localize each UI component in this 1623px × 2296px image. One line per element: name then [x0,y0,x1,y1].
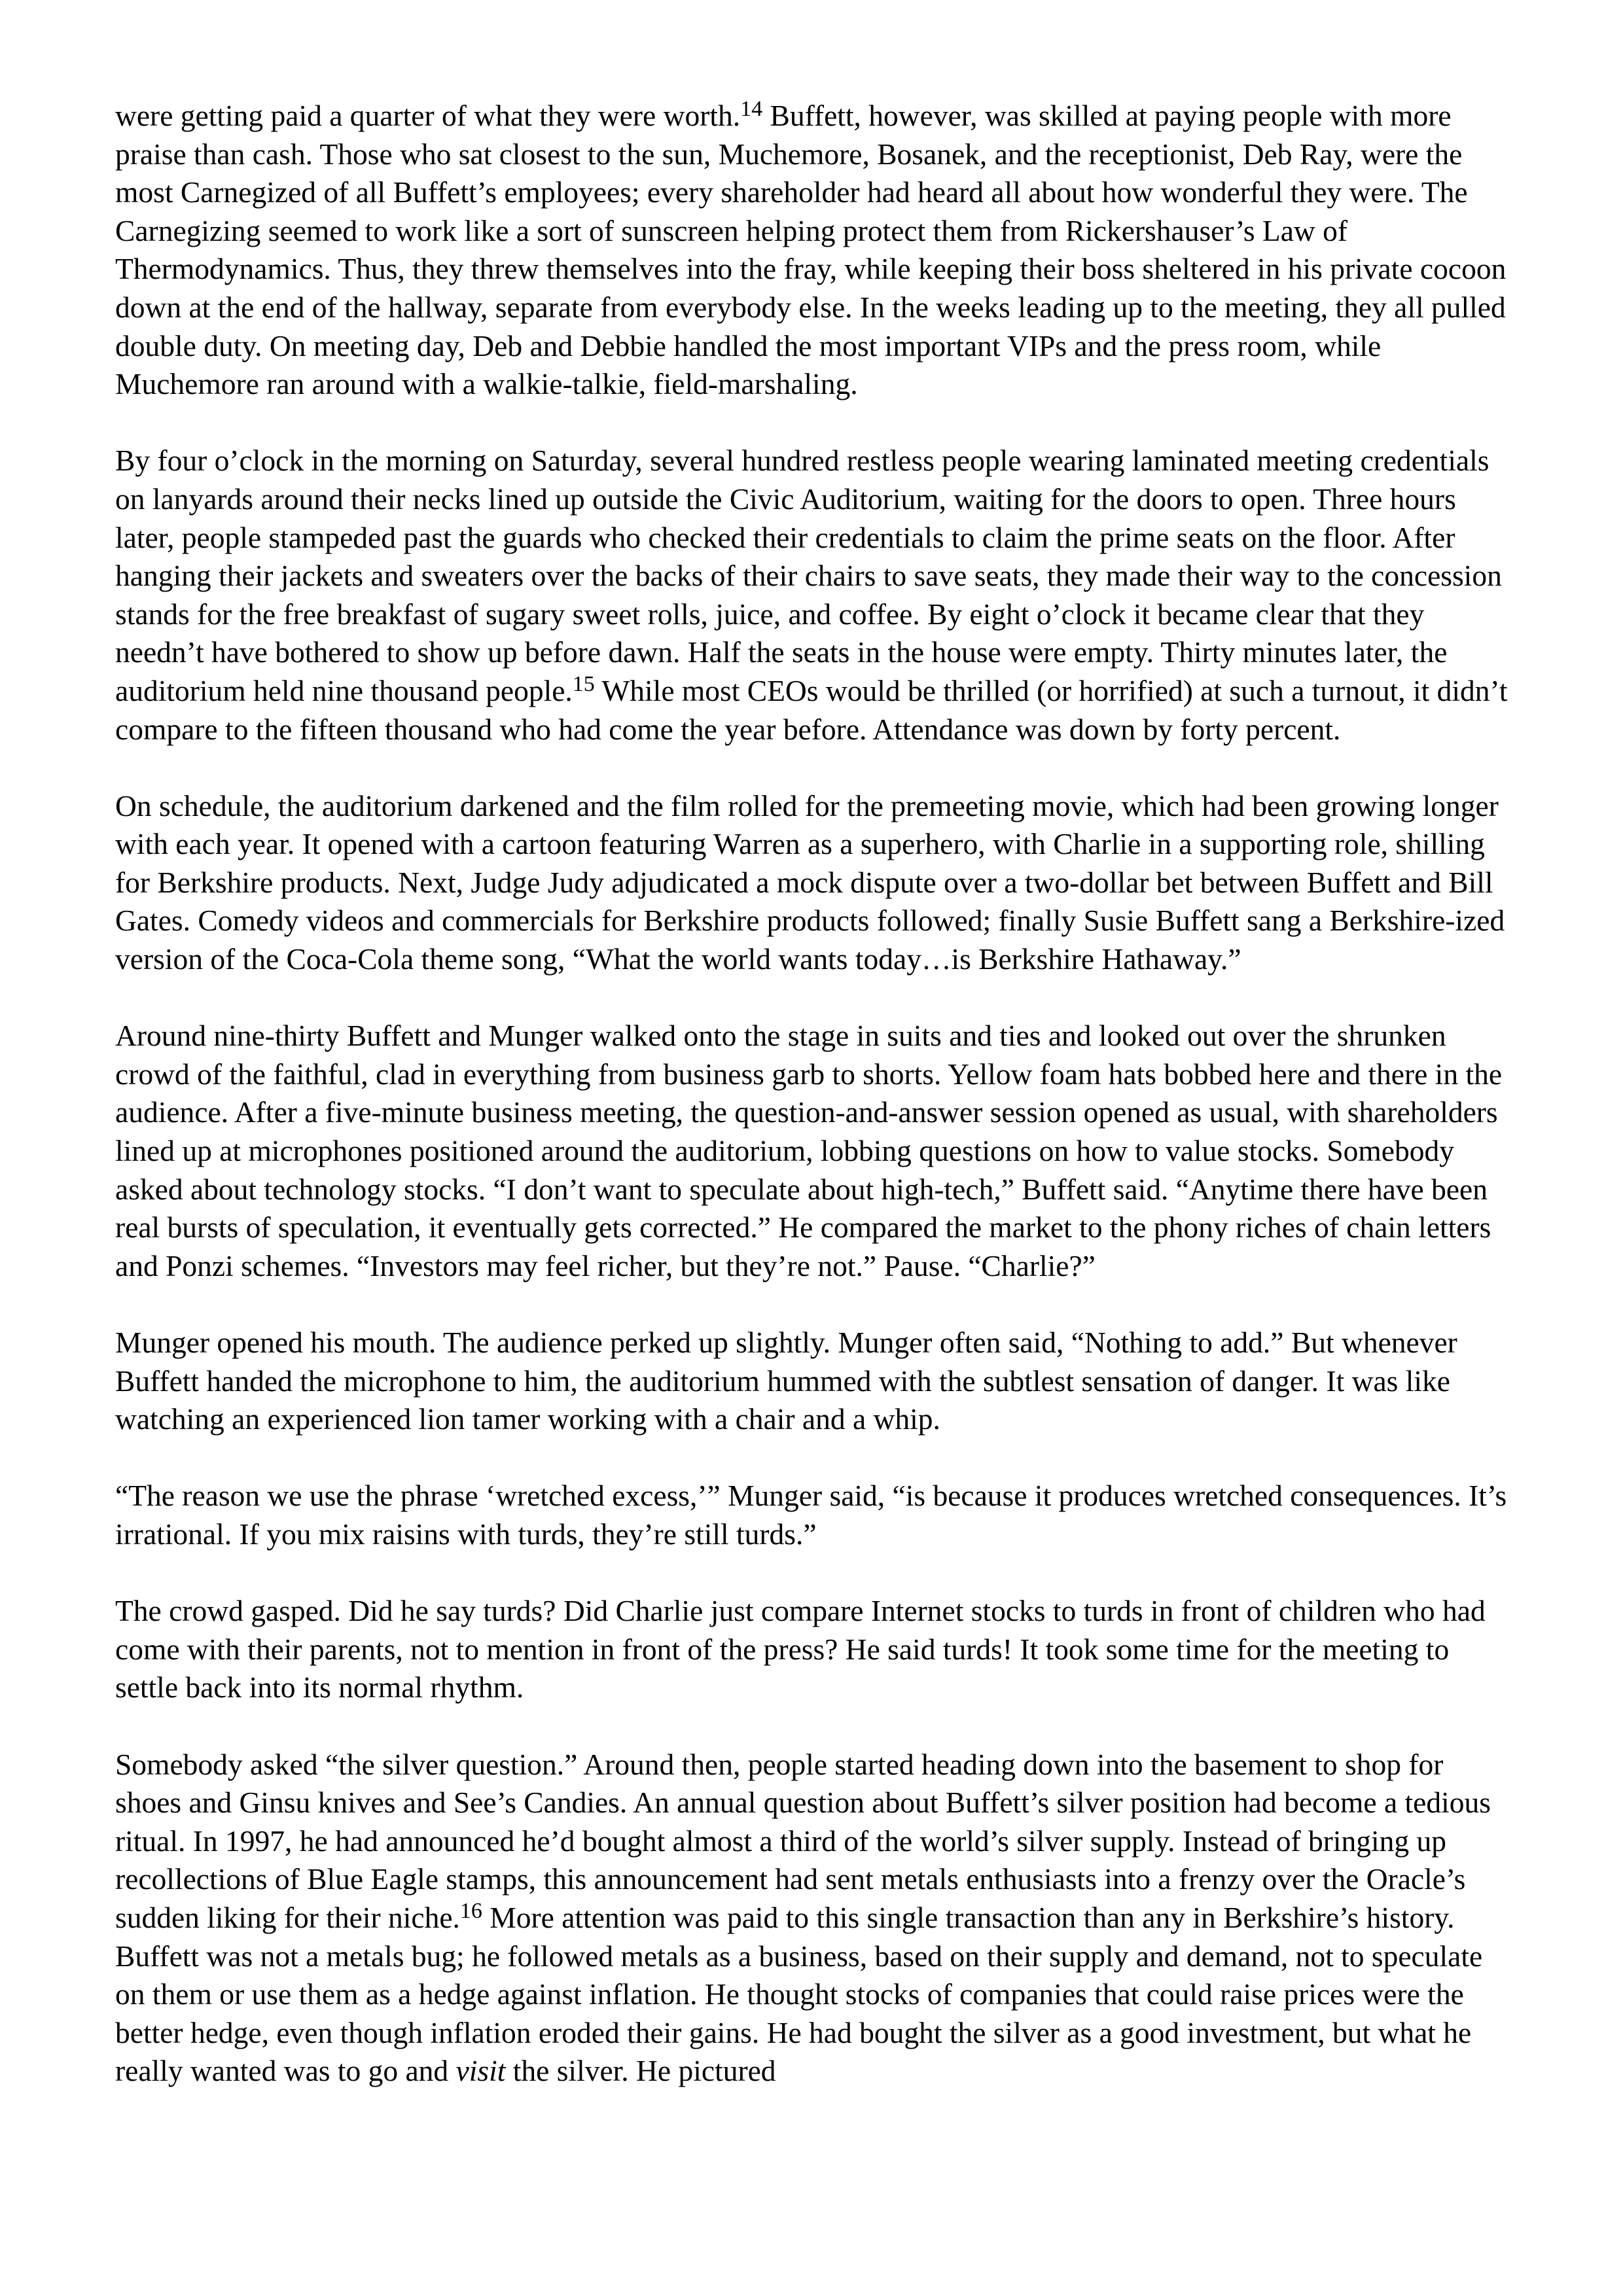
text-segment: Munger opened his mouth. The audience perked up slightly. Munger often said, “Nothing to add.” But whenever Buffett handed the microphone to him, the auditorium hummed with the subtlest sensation of danger. It was like watching an experienced lion tamer working with a chair and a whip. [115,1326,1457,1436]
text-segment: Somebody asked “the silver question.” Around then, people started heading down into the basement to shop for shoes and Ginsu knives and See’s Candies. An annual question about Buffett’s silver position had become a tedious ritual. In 1997, he had announced he’d bought almost a third of the world’s silver supply. Instead of bringing up recollections of Blue Eagle stamps, this announcement had sent metals enthusiasts into a frenzy over the Oracle’s sudden liking for their niche. [115,1747,1491,1934]
paragraph-1 [115,97,1516,404]
paragraph-8 [115,1746,1516,2091]
text-segment: While most CEOs would be thrilled (or horrified) at such a turnout, it didn’t compare to the fifteen thousand who had come the year before. Attendance was down by forty percent. [115,673,1508,746]
footnote-marker-14: 14 [740,97,763,121]
footnote-marker-16: 16 [459,1898,482,1923]
italic-emphasis: visit [455,2054,506,2088]
paragraph-4 [115,1017,1516,1285]
paragraph-5 [115,1324,1516,1439]
text-segment: On schedule, the auditorium darkened and the film rolled for the premeeting movie, which had been growing longer with each year. It opened with a cartoon featuring Warren as a superhero, with Charlie in a supporting role, shilling for Berkshire products. Next, Judge Judy adjudicated a mock dispute over a two-dollar bet between Buffett and Bill Gates. Comedy videos and commercials for Berkshire products followed; finally Susie Buffett sang a Berkshire-ized version of the Coca-Cola theme song, “What the world wants today…is Berkshire Hathaway.” [115,788,1505,976]
footnote-marker-15: 15 [572,671,595,696]
text-segment: Buffett, however, was skilled at paying people with more praise than cash. Those who sat closest to the sun, Muchemore, Bosanek, and the receptionist, Deb Ray, were the most Carnegized of all Buffett’s employees; every shareholder had heard all about how wonderful they were. The Carnegizing seemed to work like a sort of sunscreen helping protect them from Rickershauser’s Law of Thermodynamics. Thus, they threw themselves into the fray, while keeping their boss sheltered in his private cocoon down at the end of the hallway, separate from everybody else. In the weeks leading up to the meeting, they all pulled double duty. On meeting day, Deb and Debbie handled the most important VIPs and the press room, while Muchemore ran around with a walkie-talkie, field-marshaling. [115,99,1507,401]
paragraph-7 [115,1592,1516,1707]
text-segment: More attention was paid to this single transaction than any in Berkshire’s history. Buffett was not a metals bug; he followed metals as a business, based on their supply and demand, not to speculate on them or use them as a hedge against inflation. He thought stocks of companies that could raise prices were the better hedge, even though inflation eroded their gains. He had bought the silver as a good investment, but what he really wanted was to go and [115,1900,1483,2088]
text-segment: The crowd gasped. Did he say turds? Did Charlie just compare Internet stocks to turds in front of children who had come with their parents, not to mention in front of the press? He said turds! It took some time for the meeting to settle back into its normal rhythm. [115,1594,1486,1704]
paragraph-2 [115,442,1516,749]
text-segment: “The reason we use the phrase ‘wretched excess,’” Munger said, “is because it produces wretched consequences. It’s irrational. If you mix raisins with turds, they’re still turds.” [115,1479,1507,1551]
paragraph-3 [115,787,1516,979]
text-segment: were getting paid a quarter of what they were worth. [115,99,741,132]
text-segment: the silver. He pictured [505,2054,776,2088]
text-segment: By four o’clock in the morning on Saturday, several hundred restless people wearing laminated meeting credentials on lanyards around their necks lined up outside the Civic Auditorium, waiting for the doors to open. Three hours later, people stampeded past the guards who checked their credentials to claim the prime seats on the floor. After hanging their jackets and sweaters over the backs of their chairs to save seats, they made their way to the concession stands for the free breakfast of sugary sweet rolls, juice, and coffee. By eight o’clock it became clear that they needn’t have bothered to show up before dawn. Half the seats in the house were empty. Thirty minutes later, the auditorium held nine thousand people. [115,444,1502,707]
text-segment: Around nine-thirty Buffett and Munger walked onto the stage in suits and ties and looked out over the shrunken crowd of the faithful, clad in everything from business garb to shorts. Yellow foam hats bobbed here and there in the audience. After a five-minute business meeting, the question-and-answer session opened as usual, with shareholders lined up at microphones positioned around the auditorium, lobbing questions on how to value stocks. Somebody asked about technology stocks. “I don’t want to speculate about high-tech,” Buffett said. “Anytime there have been real bursts of speculation, it eventually gets corrected.” He compared the market to the phony riches of chain letters and Ponzi schemes. “Investors may feel richer, but they’re not.” Pause. “Charlie?” [115,1019,1503,1282]
paragraph-6 [115,1477,1516,1553]
document-page [115,97,1516,2091]
